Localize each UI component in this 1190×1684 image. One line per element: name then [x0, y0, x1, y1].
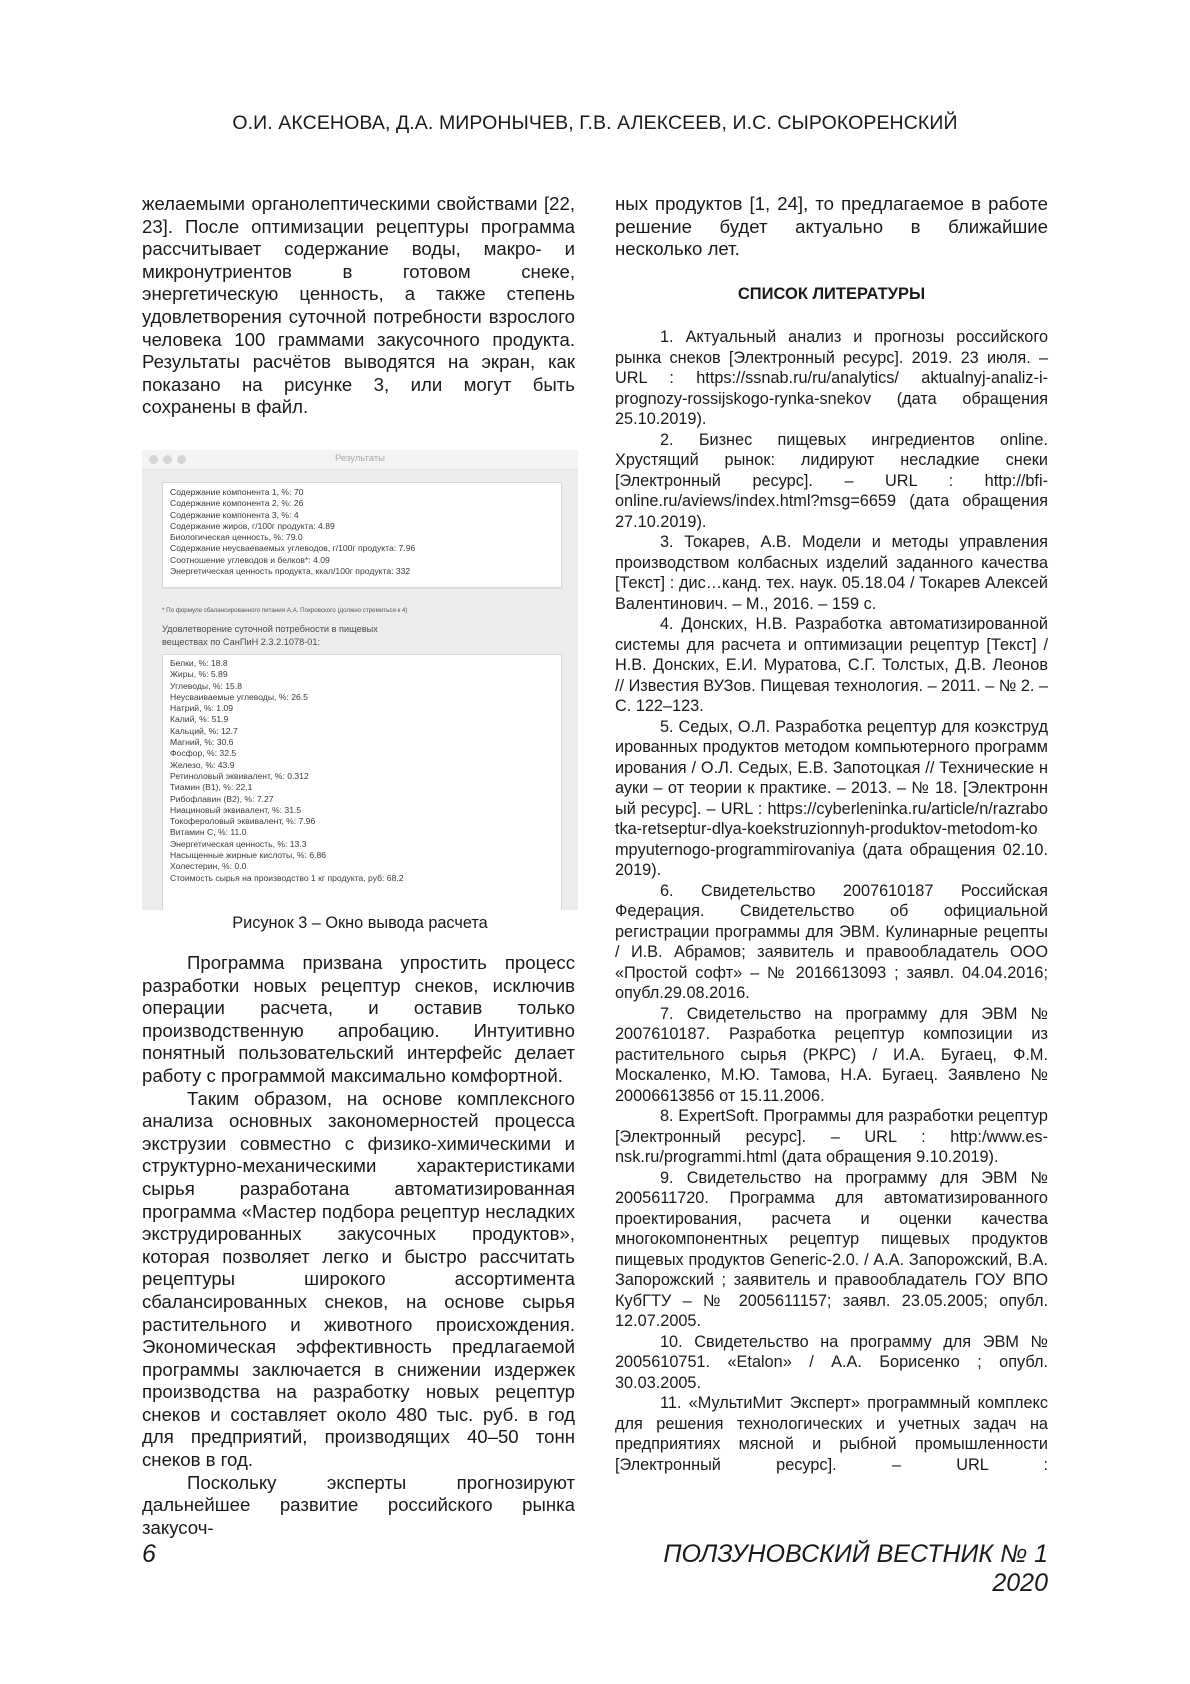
formula-footnote: * По формуле сбалансированного питания А.А. Покровского (должно стремиться к 4) [162, 607, 408, 614]
requirement-line: Кальций, %: 12.7 [170, 725, 238, 736]
requirement-line: Фосфор, %: 32.5 [170, 748, 237, 759]
reference-item: 5. Седых, О.Л. Разработка рецептур для коэкструдированных продуктов методом компьютерного программирования / О.Л. Седых, Е.В. Запотоцкая // Технические науки – от теории к практике. – 2013. – № 18. [Электронный ресурс]. – URL : https://cyberleninka.ru/article/n/razrabotka-retseptur-dlya-koekstruzionnyh-produktov-metodom-kompyuternogo-programmirovaniya (дата обращения 02.10.2019). [615, 717, 1048, 880]
summary-line: Биологическая ценность, %: 79.0 [170, 532, 303, 543]
body-paragraph: Таким образом, на основе комплексного анализа основных закономерностей процесса экструзии совместно с физико-химическими и структурно-механическими характеристиками сырья разработана автоматизированная программа «Мастер подбора рецептур несладких экструдированных закусочных продуктов», которая позволяет легко и быстро рассчитать рецептуры широкого ассортимента сбалансированных снеков, на основе сырья растительного и животного происхождения. Экономическая эффективность предлагаемой программы заключается в снижении издержек производства на разработку новых рецептур снеков и составляет около 480 тыс. руб. в год для предприятий, производящих 40–50 тонн снеков в год. [142, 1087, 575, 1471]
reference-item: 6. Свидетельство 2007610187 Российская Федерация. Свидетельство об официальной регистрации программы для ЭВМ. Кулинарные рецепты / И.В. Абрамов; заявитель и правообладатель ООО «Простой софт» – № 2016613093 ; заявл. 04.04.2016; опубл.29.08.2016. [615, 881, 1048, 1003]
requirement-line: Тиамин (В1), %: 22.1 [170, 782, 253, 793]
summary-line: Содержание неусваеваемых углеводов, г/100г продукта: 7.96 [170, 543, 416, 554]
reference-item: 3. Токарев, А.В. Модели и методы управления производством колбасных изделий заданного качества [Текст] : дис…канд. тех. наук. 05.18.04 / Токарев Алексей Валентинович. – М., 2016. – 159 с. [615, 533, 1048, 613]
requirements-heading [162, 623, 378, 648]
requirement-line: Магний, %: 30.6 [170, 737, 234, 748]
reference-item: 10. Свидетельство на программу для ЭВМ № 2005610751. «Etalon» / А.А. Борисенко ; опубл. 30.03.2005. [615, 1332, 1048, 1392]
journal-name: ПОЛЗУНОВСКИЙ ВЕСТНИК № 1 2020 [663, 1540, 1048, 1597]
requirement-line: Витамин С, %: 11.0 [170, 827, 247, 838]
requirement-line: Ретиноловый эквивалент, %: 0.312 [170, 770, 309, 781]
requirement-line: Энергетическая ценность, %: 13.3 [170, 838, 307, 849]
summary-line: Энергетическая ценность продукта, ккал/100г продукта: 332 [170, 566, 411, 577]
reference-item: 8. ExpertSoft. Программы для разработки рецептур [Электронный ресурс]. – URL : http:/www.es-nsk.ru/programmi.html (дата обращения 9.10.2019). [615, 1107, 1048, 1167]
references-title: СПИСОК ЛИТЕРАТУРЫ [737, 284, 926, 303]
reference-item: 11. «МультиМит Эксперт» программный комплекс для решения технологических и учетных задач на предприятиях мясной и рыбной промышленности [Электронный ресурс]. – URL : [615, 1394, 1048, 1474]
requirement-line: Ниациновый эквивалент, %: 31.5 [170, 804, 302, 815]
requirement-line: Насыщенные жирные кислоты, %: 6.86 [170, 850, 327, 861]
page-number: 6 [142, 1540, 156, 1568]
right-column [615, 193, 1048, 1475]
summary-line: Содержание компонента 2, %: 26 [170, 498, 304, 509]
window-title: Результаты [334, 453, 386, 464]
reference-item: 7. Свидетельство на программу для ЭВМ № 2007610187. Разработка рецептур композиции из растительного сырья (РКРС) / И.А. Бугаец, Ф.М. Москаленко, М.Ю. Тамова, Н.А. Бугаец. Заявлено № 20006613856 от 15.11.2006. [615, 1004, 1048, 1105]
requirement-line: Рибофлавин (В2), %: 7.27 [170, 793, 274, 804]
body-paragraph: Поскольку эксперты прогнозируют дальнейшее развитие российского рынка закусоч- [142, 1471, 575, 1538]
requirement-line: Железо, %: 43.9 [170, 759, 235, 770]
left-column-top [142, 193, 575, 419]
reference-list [615, 327, 1048, 1475]
requirement-line: Стоимость сырья на производство 1 кг продукта, руб: 68.2 [170, 872, 404, 883]
summary-line: Содержание компонента 3, %: 4 [170, 509, 299, 520]
requirement-line: Натрий, %: 1.09 [170, 703, 234, 714]
body-paragraph: ных продуктов [1, 24], то предлагаемое в работе решение будет актуально в ближайшие несколько лет. [615, 193, 1048, 260]
reference-item: 1. Актуальный анализ и прогнозы российского рынка снеков [Электронный ресурс]. 2019. 23 июля. – URL : https://ssnab.ru/ru/analytics/ aktualnyj-analiz-i-prognozy-rossijskogo-rynka-snekov (дата обращения 25.10.2019). [615, 328, 1048, 429]
figure-caption: Рисунок 3 – Окно вывода расчета [232, 914, 488, 932]
requirements-heading-line: веществах по СанПиН 2.3.2.1078-01: [162, 636, 321, 647]
requirement-line: Неусваиваемые углеводы, %: 26.5 [170, 691, 308, 702]
reference-item: 2. Бизнес пищевых ингредиентов online. Хрустящий рынок: лидируют несладкие снеки [Электронный ресурс]. – URL : http://bfi-online.ru/aviews/index.html?msg=6659 (дата обращения 27.10.2019). [615, 430, 1048, 531]
body-paragraph: желаемыми органолептическими свойствами [22, 23]. После оптимизации рецептуры программа рассчитывает содержание воды, макро- и микронутриентов в готовом снеке, энергетическую ценность, а также степень удовлетворения суточной потребности взрослого человека 100 граммами закусочного продукта. Результаты расчётов выводятся на экран, как показано на рисунке 3, или могут быть сохранены в файл. [142, 193, 575, 418]
daily-requirements-panel [162, 654, 562, 910]
left-column-bottom [142, 952, 575, 1539]
summary-results-panel [162, 482, 562, 588]
requirement-line: Токофероловый эквивалент, %: 7.96 [170, 816, 316, 827]
reference-item: 9. Свидетельство на программу для ЭВМ № 2005611720. Программа для автоматизированного проектирования, расчета и оценки качества многокомпонентных рецептур пищевых продуктов пищевых продуктов Generic-2.0. / А.А. Запорожский, В.А. Запорожский ; заявитель и правообладатель ГОУ ВПО КубГТУ – № 2005611157; заявл. 23.05.2005; опубл. 12.07.2005. [615, 1168, 1048, 1331]
requirement-line: Белки, %: 18.8 [170, 658, 228, 668]
window-titlebar [142, 450, 578, 470]
requirement-line: Холестерин, %: 0.0 [170, 861, 247, 872]
requirement-line: Калий, %: 51.9 [170, 714, 229, 725]
summary-line: Содержание жиров, г/100г продукта: 4.89 [170, 520, 335, 531]
body-paragraph: Программа призвана упростить процесс разработки новых рецептур снеков, исключив операции расчета, и оставив только производственную апробацию. Интуитивно понятный пользовательский интерфейс делает работу с программой максимально комфортной. [142, 952, 575, 1086]
requirements-heading-line: Удовлетворение суточной потребности в пищевых [162, 624, 378, 634]
summary-line: Соотношение углеводов и белков*: 4.09 [170, 554, 330, 565]
requirement-line: Жиры, %: 5.89 [170, 669, 228, 680]
running-header-authors: О.И. АКСЕНОВА, Д.А. МИРОНЫЧЕВ, Г.В. АЛЕКСЕЕВ, И.С. СЫРОКОРЕНСКИЙ [232, 112, 958, 134]
results-window-screenshot [142, 450, 578, 910]
requirement-line: Углеводы, %: 15.8 [170, 680, 242, 691]
summary-line: Содержание компонента 1, %: 70 [170, 487, 304, 497]
reference-item: 4. Донских, Н.В. Разработка автоматизированной системы для расчета и оптимизации рецептур [Текст] / Н.В. Донских, Е.И. Муратова, С.Г. Толстых, Д.В. Леонов // Известия ВУЗов. Пищевая технология. – 2011. – № 2. – С. 122–123. [615, 615, 1048, 716]
